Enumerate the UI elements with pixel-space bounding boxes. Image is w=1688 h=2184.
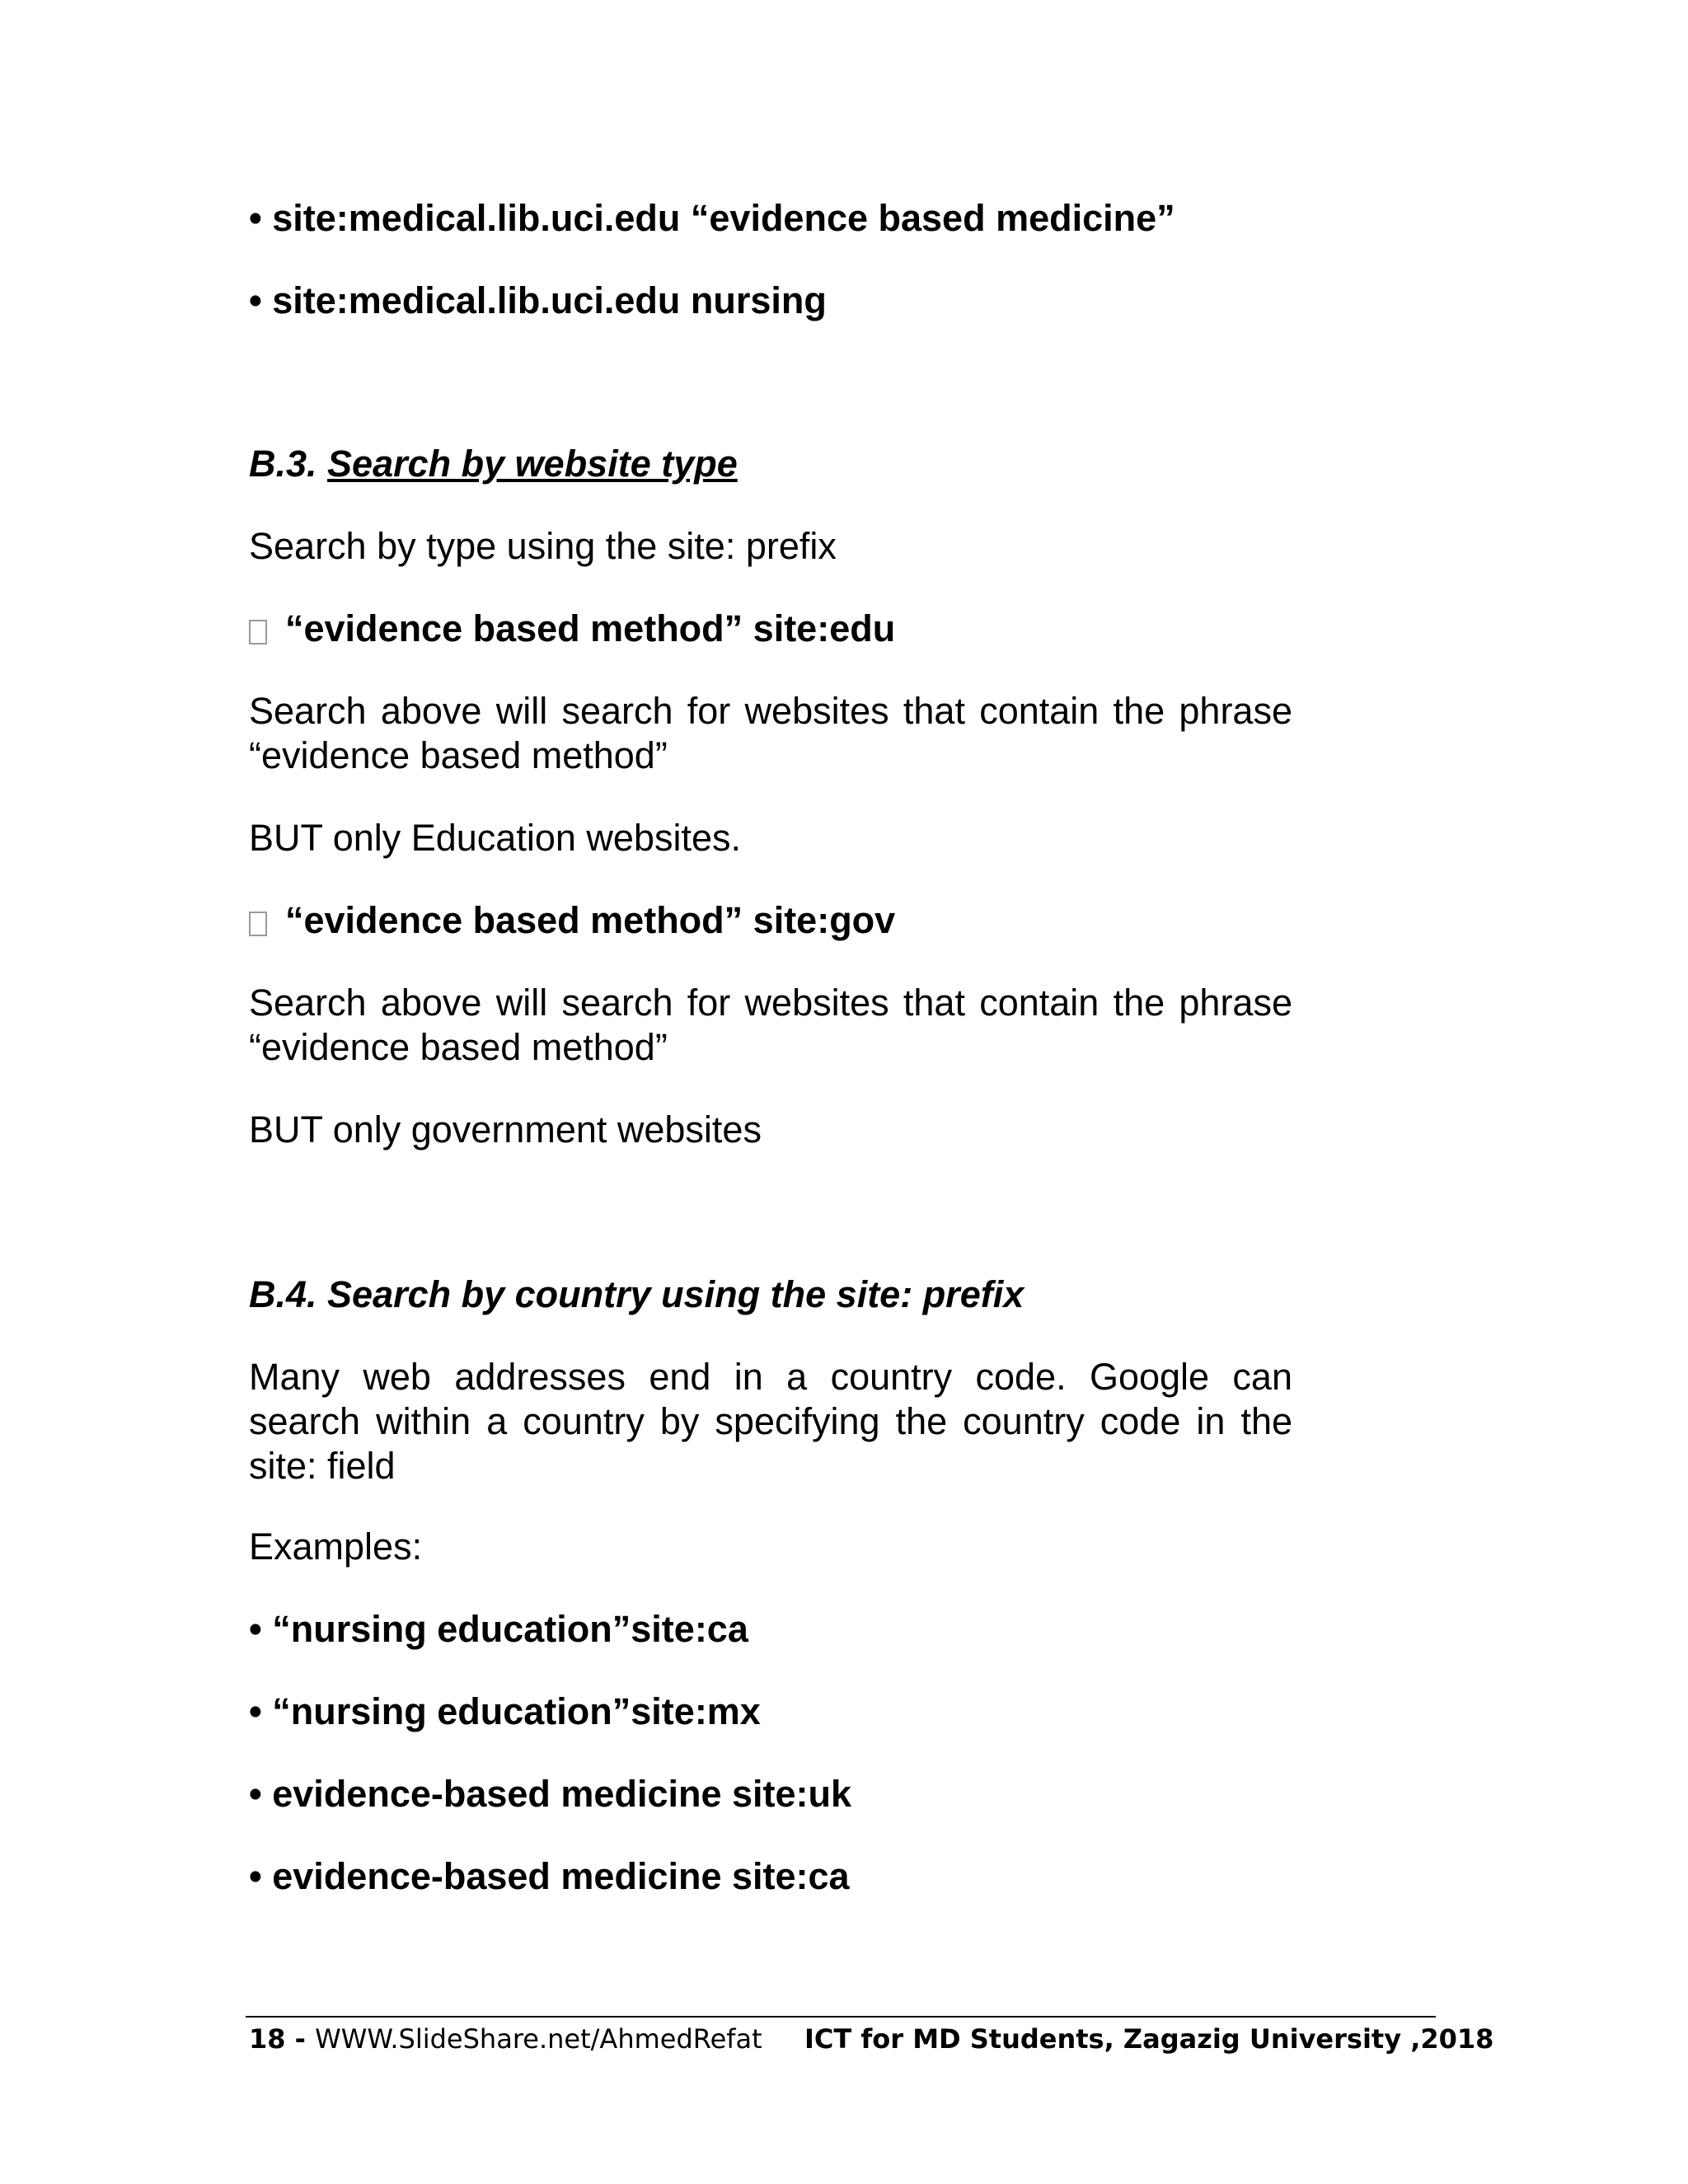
section-b3-number: B.3.: [249, 443, 328, 485]
example-edu: [249, 607, 895, 651]
section-b4-heading: B.4. Search by country using the site: prefix: [249, 1273, 1025, 1315]
footer-divider: [246, 2016, 1436, 2018]
section-b3-intro: Search by type using the site: prefix: [249, 525, 837, 567]
page-number: 18 -: [249, 2023, 316, 2055]
example-country-mx-nursing: • “nursing education”site:mx: [249, 1690, 761, 1732]
example-gov-text: “evidence based method” site:gov: [285, 899, 896, 941]
example-edu-description: Search above will search for websites that contain the phrase “evidence based method”: [249, 690, 1292, 776]
example-edu-note: BUT only Education websites.: [249, 817, 741, 859]
example-gov-note: BUT only government websites: [249, 1108, 762, 1151]
example-country-ca-ebm: • evidence-based medicine site:ca: [249, 1855, 850, 1897]
section-b4-description: Many web addresses end in a country code. Google can search within a country by specifying the country code in the site: field: [249, 1356, 1292, 1487]
checkbox-glyph-icon: [249, 912, 267, 936]
examples-label: Examples:: [249, 1526, 423, 1568]
example-edu-text: “evidence based method” site:edu: [285, 607, 896, 649]
example-country-uk-ebm: • evidence-based medicine site:uk: [249, 1773, 852, 1815]
bullet-site-uci-ebm: • site:medical.lib.uci.edu “evidence based medicine”: [249, 197, 1175, 239]
footer-left: [249, 2021, 762, 2057]
bullet-site-uci-nursing: • site:medical.lib.uci.edu nursing: [249, 279, 827, 321]
footer-site: WWW.SlideShare.net/AhmedRefat: [315, 2023, 762, 2055]
checkbox-glyph-icon: [249, 620, 267, 644]
example-gov: [249, 898, 895, 943]
example-country-ca-nursing: • “nursing education”site:ca: [249, 1608, 748, 1650]
section-b3-title: Search by website type: [327, 443, 738, 485]
section-b3-heading: [249, 442, 738, 486]
footer-course: ICT for MD Students, Zagazig University ,2018: [804, 2023, 1494, 2055]
example-gov-description: Search above will search for websites that contain the phrase “evidence based method”: [249, 982, 1292, 1068]
